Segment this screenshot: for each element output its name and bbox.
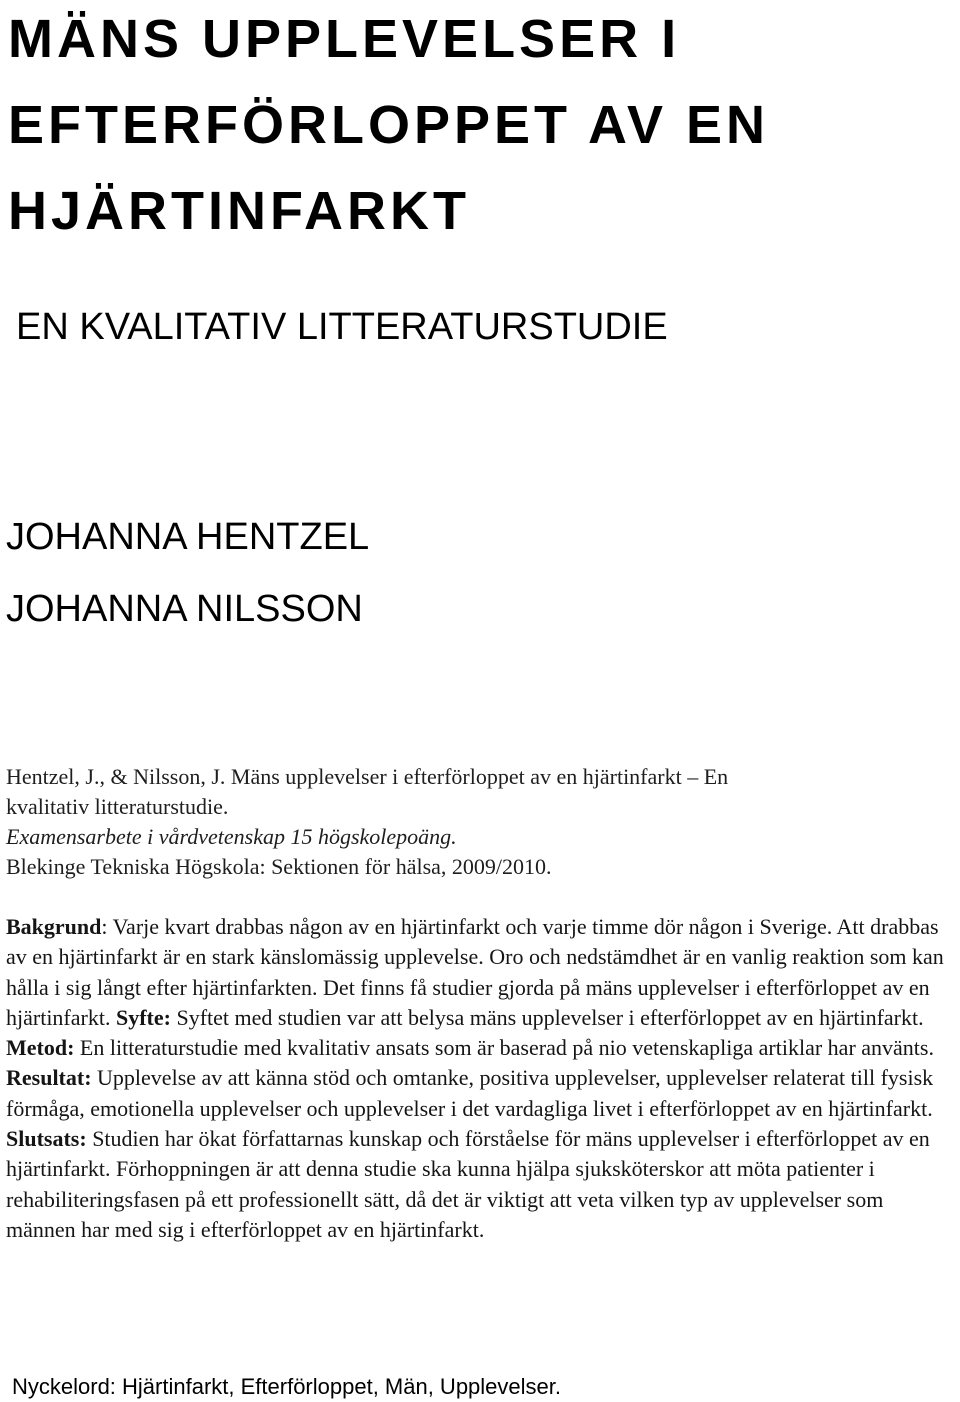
- title-line-2: EFTERFÖRLOPPET AV EN: [8, 95, 770, 155]
- conclusion-label: Slutsats:: [6, 1126, 87, 1152]
- title-line-3: HJÄRTINFARKT: [8, 181, 470, 241]
- background-label: Bakgrund: [6, 914, 102, 939]
- conclusion-text: Studien har ökat författarnas kunskap och förståelse för mäns upplevelser i efterförloppet av en hjärtinfarkt. Förhoppningen är att denna studie ska kunna hjälpa sjuksköterskor att möta patienter i rehabiliteringsfasen på ett professionellt sätt, då det är viktigt att veta vilken typ av upplevelser som männen har med sig i efterförloppet av en hjärtinfarkt.: [6, 1126, 930, 1242]
- citation-authors-title: Hentzel, J., & Nilsson, J. Mäns upplevelser i efterförloppet av en hjärtinfarkt – En: [6, 764, 729, 789]
- method-text: En litteraturstudie med kvalitativ ansats som är baserad på nio vetenskapliga artiklar har använts.: [74, 1035, 934, 1061]
- citation-title-cont: kvalitativ litteraturstudie.: [6, 794, 229, 819]
- author-1: JOHANNA HENTZEL: [6, 516, 370, 558]
- keywords: Nyckelord: Hjärtinfarkt, Efterförloppet, Män, Upplevelser.: [12, 1374, 562, 1399]
- citation-institution: Blekinge Tekniska Högskola: Sektionen för hälsa, 2009/2010.: [6, 854, 552, 879]
- abstract: [6, 912, 956, 1245]
- aim-text: Syftet med studien var att belysa mäns upplevelser i efterförloppet av en hjärtinfarkt.: [170, 1004, 924, 1030]
- subtitle: EN KVALITATIV LITTERATURSTUDIE: [16, 306, 668, 348]
- results-text: Upplevelse av att känna stöd och omtanke, positiva upplevelser, upplevelser relaterat till fysisk förmåga, emotionella upplevelser och upplevelser i det vardagliga livet i efterförloppet av en hjärtinfarkt.: [6, 1065, 934, 1121]
- author-2: JOHANNA NILSSON: [6, 588, 363, 630]
- citation: [6, 762, 946, 882]
- aim-label: Syfte:: [115, 1004, 171, 1030]
- citation-degree: Examensarbete i vårdvetenskap 15 högskolepoäng.: [6, 824, 457, 849]
- method-label: Metod:: [6, 1035, 75, 1061]
- title-line-1: MÄNS UPPLEVELSER I: [8, 9, 681, 69]
- background-text: : Varje kvart drabbas någon av en hjärtinfarkt och varje timme dör någon i Sverige. Att drabbas av en hjärtinfarkt är en stark känslomässig upplevelse. Oro och nedstämdhet är en vanlig reaktion som kan hålla i sig långt efter hjärtinfarkten. Det finns få studier gjorda på mäns upplevelser i efterförloppet av en hjärtinfarkt.: [6, 914, 944, 1030]
- results-label: Resultat:: [6, 1065, 92, 1091]
